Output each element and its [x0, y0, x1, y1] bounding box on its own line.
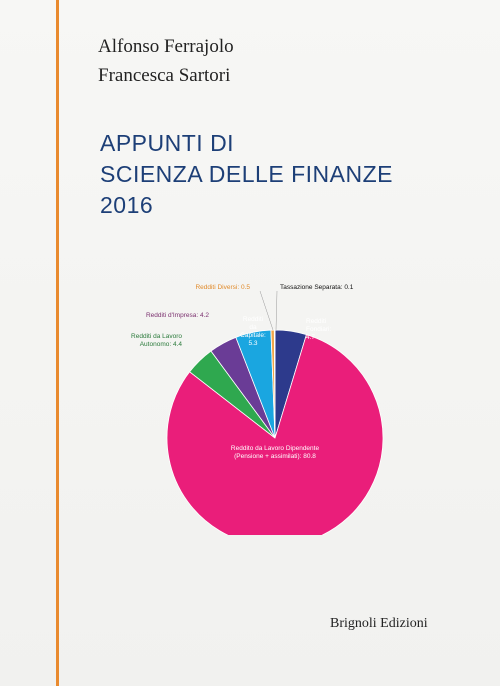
pie-label-5: Redditi Diversi: 0.5: [195, 284, 250, 291]
title-line-1: APPUNTI DI: [100, 130, 235, 156]
publisher: Brignoli Edizioni: [330, 616, 428, 631]
pie-chart: [120, 275, 420, 535]
title-line-3: 2016: [100, 192, 154, 218]
author-2: Francesca Sartori: [98, 65, 231, 86]
pie-chart-svg: [120, 275, 420, 535]
pie-label-6: Tassazione Separata: 0.1: [280, 284, 354, 291]
orange-vertical-line: [56, 0, 59, 686]
pie-label-1: Reddito da Lavoro Dipendente (Pensione + assimilati): 80.8: [230, 445, 320, 460]
authors: [98, 32, 234, 90]
book-title: [100, 128, 393, 221]
pie-label-3: Redditi d'Impresa: 4.2: [145, 312, 209, 319]
title-line-2: SCIENZA DELLE FINANZE: [100, 161, 393, 187]
leader-line-5: [260, 291, 273, 330]
author-1: Alfonso Ferrajolo: [98, 36, 234, 57]
pie-label-2: Redditi da Lavoro Autonomo: 4.4: [131, 333, 182, 348]
pie-label-0: Redditi Fondiari: 4.7: [306, 318, 332, 341]
pie-label-4: Redditi da Capitale: 5.3: [240, 316, 266, 347]
leader-line-6: [276, 291, 277, 330]
